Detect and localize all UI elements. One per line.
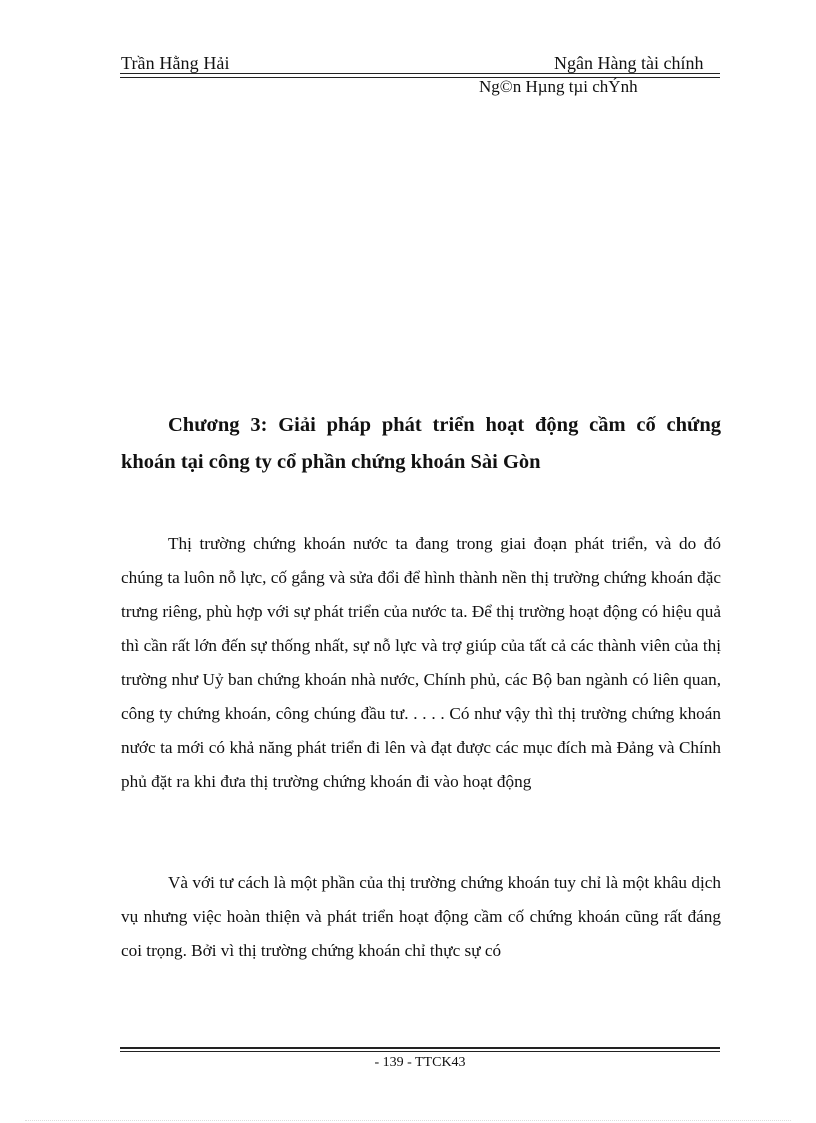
footer-divider [120, 1047, 720, 1052]
header-author: Trần Hằng Hải [121, 53, 230, 73]
page-bottom-edge [25, 1120, 791, 1121]
chapter-title: Chương 3: Giải pháp phát triển hoạt động cầm cố chứng khoán tại công ty cổ phần chứng khoán Sài Gòn [121, 414, 721, 473]
body-paragraph-2: Và với tư cách là một phần của thị trường chứng khoán tuy chỉ là một khâu dịch vụ nhưng việc hoàn thiện và phát triển hoạt động cầm cố chứng khoán cũng rất đáng coi trọng. Bởi vì thị trường chứng khoán chỉ thực sự có [121, 873, 721, 961]
body-paragraph-1: Thị trường chứng khoán nước ta đang trong giai đoạn phát triển, và do đó chúng ta luôn nỗ lực, cố gắng và sửa đổi để hình thành nền thị trường chứng khoán đặc trưng riêng, phù hợp với sự phát triển của nước ta. Để thị trường hoạt động có hiệu quả thì cần rất lớn đến sự thống nhất, sự nỗ lực và trợ giúp của tất cả các thành viên của thị trường như Uỷ ban chứng khoán nhà nước, Chính phủ, các Bộ ban ngành có liên quan, công ty chứng khoán, công chúng đầu tư. . . . . Có như vậy thì thị trường chứng khoán nước ta mới có khả năng phát triển đi lên và đạt được các mục đích mà Đảng và Chính phủ đặt ra khi đưa thị trường chứng khoán đi vào hoạt động [121, 534, 721, 792]
header-garbled-line: Ng©n Hµng tµi chÝnh [479, 77, 638, 96]
header-department: Ngân Hàng tài chính [554, 53, 704, 73]
footer-page-label: - 139 - TTCK43 [374, 1055, 466, 1070]
